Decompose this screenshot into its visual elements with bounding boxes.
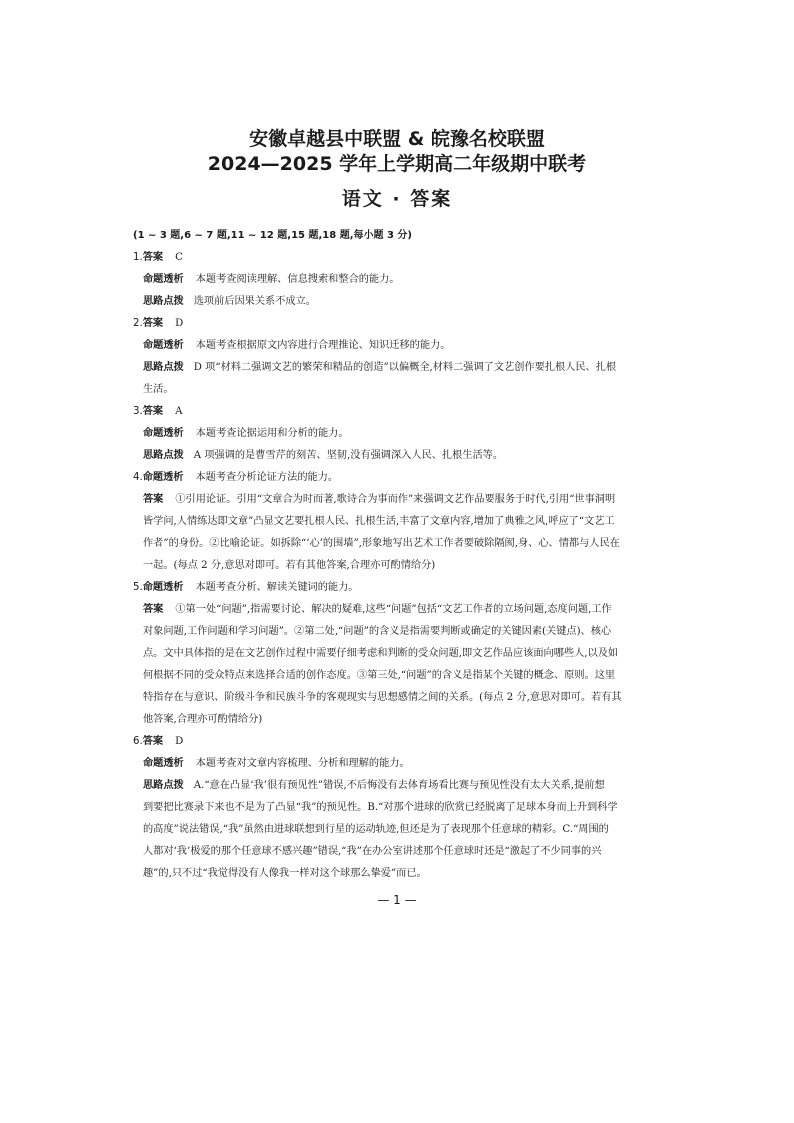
answer-content <box>133 225 663 885</box>
q1-answer-label: 答案 <box>142 252 164 263</box>
q5-analysis-text: 本题考查分析、解读关键词的能力。 <box>195 582 359 593</box>
q6-hint-continuation: 人都对‘我’极爱的那个任意球不感兴趣”错误,“我”在办公室讲述那个任意球时还是“激起了不少同事的兴 <box>143 846 602 857</box>
q2-hint-line <box>133 357 663 379</box>
q4-analysis-label: 命题透析 <box>142 472 184 483</box>
q5-answer-continuation: 点。文中具体指的是在文艺创作过程中需要仔细考虑和判断的受众问题,即文艺作品应该面向哪些人,以及如 <box>143 648 619 659</box>
q2-analysis-line <box>133 335 663 357</box>
q1-hint-text: 选项前后因果关系不成立。 <box>193 296 316 307</box>
q3-hint-label: 思路点拨 <box>143 450 184 461</box>
q5-analysis-label: 命题透析 <box>142 582 184 593</box>
q2-analysis-text: 本题考查根据原文内容进行合理推论、知识迁移的能力。 <box>195 340 451 351</box>
q4-answer-label: 答案 <box>143 494 164 505</box>
q6-analysis-text: 本题考查对文章内容梳理、分析和理解的能力。 <box>195 758 410 769</box>
q4-number: 4. <box>133 472 143 483</box>
q3-answer-value: A <box>175 406 183 417</box>
q1-hint-label: 思路点拨 <box>143 296 184 307</box>
q5-answer-continuation: 对象问题,工作问题和学习问题”。②第二处,“问题”的含义是指需要判断或确定的关键因素(关键点)、核心 <box>143 626 612 637</box>
q6-hint-text: A.“意在凸显‘我’很有预见性”错误,不后悔没有去体育场看比赛与预见性没有太大关系,提前想 <box>193 780 605 791</box>
q6-answer-line <box>133 731 663 753</box>
q4-answer-continuation: 一起。(每点 2 分,意思对即可。若有其他答案,合理亦可酌情给分) <box>143 560 436 571</box>
q5-answer-text: ①第一处“问题”,指需要讨论、解决的疑难,这些“问题”包括“文艺工作者的立场问题,态度问题,工作 <box>175 604 612 615</box>
q5-analysis-line <box>133 577 663 599</box>
q5-number: 5. <box>133 582 143 593</box>
q3-answer-label: 答案 <box>142 406 164 417</box>
q3-analysis-label: 命题透析 <box>143 428 184 439</box>
q2-answer-value: D <box>175 318 184 329</box>
q2-analysis-label: 命题透析 <box>143 340 184 351</box>
q6-hint-label: 思路点拨 <box>143 780 184 791</box>
subject-title: 语文 · 答案 <box>341 188 453 210</box>
q3-analysis-text: 本题考查论据运用和分析的能力。 <box>195 428 349 439</box>
q1-analysis-text: 本题考查阅读理解、信息搜索和整合的能力。 <box>195 274 400 285</box>
q3-analysis-line <box>133 423 663 445</box>
q5-answer-continuation: 他答案,合理亦可酌情给分) <box>143 714 263 725</box>
q4-answer-line <box>133 489 663 511</box>
q4-answer-continuation: 作者”的身份。②比喻论证。如拆除“‘心’的围墙”,形象地写出艺术工作者要破除隔阂,身、心、情都与人民在 <box>143 538 620 549</box>
q2-hint-continuation: 生活。 <box>143 384 174 395</box>
exam-term-title: 2024—2025 学年上学期高二年级期中联考 <box>207 153 587 175</box>
q3-hint-text: A 项强调的是曹雪芹的刻苦、坚韧,没有强调深入人民、扎根生活等。 <box>193 450 504 461</box>
q4-analysis-line <box>133 467 663 489</box>
q6-hint-continuation: 趣”的,只不过“我觉得没有人像我一样对这个球那么挚爱”而已。 <box>143 868 427 879</box>
q6-hint-continuation: 的高度”说法错误,“我”虽然由进球联想到行星的运动轨迹,但还是为了表现那个任意球的精彩。C.“周围的 <box>143 824 609 835</box>
q3-hint-line <box>133 445 663 467</box>
q5-answer-continuation: 何根据不同的受众特点来选择合适的创作态度。③第三处,“问题”的含义是指某个关键的概念、原则。这里 <box>143 670 616 681</box>
exam-union-title: 安徽卓越县中联盟 & 皖豫名校联盟 <box>249 128 545 150</box>
q1-answer-value: C <box>175 252 183 263</box>
q5-answer-label: 答案 <box>143 604 164 615</box>
q6-analysis-line <box>133 753 663 775</box>
q4-answer-continuation: 皆学问,人情练达即文章”凸显文艺要扎根人民、扎根生活,丰富了文章内容,增加了典雅之风,呼应了“文艺工 <box>143 516 615 527</box>
scoring-note: (1 ~ 3 题,6 ~ 7 题,11 ~ 12 题,15 题,18 题,每小题 3 分) <box>133 230 412 241</box>
q6-number: 6. <box>133 736 143 747</box>
q2-hint-text: D 项“材料二强调文艺的繁荣和精品的创造”以偏概全,材料二强调了文艺创作要扎根人民、扎根 <box>193 362 617 373</box>
q6-analysis-label: 命题透析 <box>143 758 184 769</box>
q1-analysis-label: 命题透析 <box>143 274 184 285</box>
q2-number: 2. <box>133 318 143 329</box>
page-number: — 1 — <box>377 893 417 907</box>
q1-answer-line <box>133 247 663 269</box>
q6-answer-label: 答案 <box>142 736 164 747</box>
q5-answer-continuation: 特指存在与意识、阶级斗争和民族斗争的客观现实与思想感情之间的关系。(每点 2 分,意思对即可。若有其 <box>143 692 622 703</box>
q4-answer-text: ①引用论证。引用“文章合为时而著,歌诗合为事而作”来强调文艺作品要服务于时代,引用“世事洞明 <box>175 494 616 505</box>
q6-hint-continuation: 到要把比赛录下来也不是为了凸显“我”的预见性。B.“对那个进球的欣赏已经脱离了足球本身而上升到科学 <box>143 802 618 813</box>
q1-analysis-line <box>133 269 663 291</box>
q1-number: 1. <box>133 252 143 263</box>
q2-hint-label: 思路点拨 <box>143 362 184 373</box>
q4-analysis-text: 本题考查分析论证方法的能力。 <box>195 472 339 483</box>
q6-answer-value: D <box>175 736 184 747</box>
q1-hint-line <box>133 291 663 313</box>
q6-hint-line <box>133 775 663 797</box>
q2-answer-label: 答案 <box>142 318 164 329</box>
q2-answer-line <box>133 313 663 335</box>
q3-answer-line <box>133 401 663 423</box>
q5-answer-line <box>133 599 663 621</box>
q3-number: 3. <box>133 406 143 417</box>
